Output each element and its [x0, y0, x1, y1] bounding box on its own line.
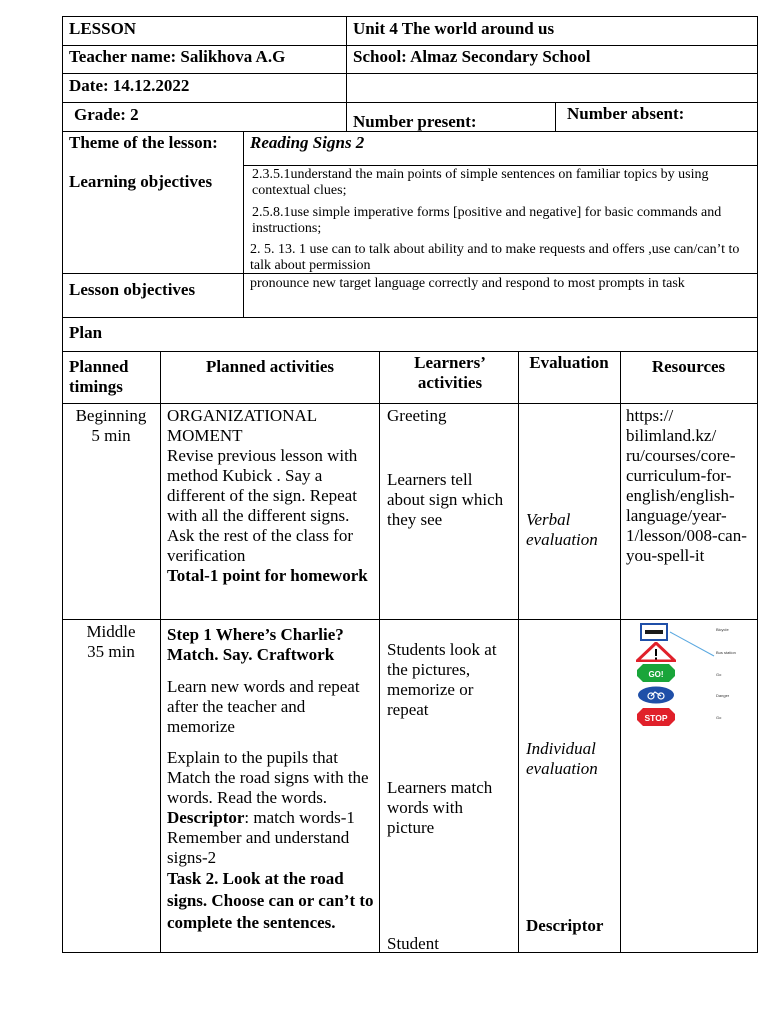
learners-look: Students look at the pictures, memorize or repeat	[387, 640, 497, 719]
stop-sign-text: STOP	[644, 713, 668, 723]
lesson-objectives-label: Lesson objectives	[69, 280, 196, 299]
word-2: Bus station	[716, 650, 736, 655]
col-planned-timings: Planned timings	[69, 357, 129, 396]
bicycle-sign-icon	[640, 623, 668, 641]
lesson-date: Date: 14.12.2022	[69, 76, 190, 95]
step1-title: Step 1 Where’s Charlie? Match. Say. Craftwork	[167, 625, 344, 664]
match-line	[668, 630, 718, 660]
stop-sign-icon	[637, 708, 675, 726]
word-4: Danger	[716, 693, 730, 698]
evaluation-descriptor: Descriptor	[526, 916, 604, 935]
learning-objective-1: 2.3.5.1understand the main points of simple sentences on familiar topics by using contextual clues;	[252, 167, 709, 198]
number-absent: Number absent:	[567, 104, 685, 123]
grade: Grade: 2	[74, 105, 139, 124]
learning-objectives-label: Learning objectives	[69, 172, 213, 191]
bike-lane-sign-icon	[637, 686, 675, 704]
learning-objective-2: 2.5.8.1use simple imperative forms [positive and negative] for basic commands and instructions;	[252, 205, 722, 236]
word-1: Bicycle	[716, 627, 729, 632]
timing-beginning: Beginning 5 min	[75, 406, 147, 445]
learners-greeting: Greeting	[387, 406, 447, 425]
go-sign-icon	[637, 664, 675, 682]
resources-link[interactable]: https:// bilimland.kz/ ru/courses/core-curriculum-for-english/english-language/year-1/lesson/008-can-you-spell-it	[626, 406, 747, 565]
col-evaluation: Evaluation	[529, 353, 609, 372]
theme-value: Reading Signs 2	[250, 133, 365, 152]
activity-title: ORGANIZATIONAL MOMENT	[167, 406, 317, 445]
col-planned-activities: Planned activities	[206, 357, 334, 376]
plan-label: Plan	[69, 323, 103, 342]
col-resources: Resources	[651, 357, 726, 376]
activity-total: Total-1 point for homework	[167, 566, 368, 585]
go-sign-text: GO!	[648, 670, 664, 679]
task2: Task 2. Look at the road signs. Choose can or can’t to complete the sentences.	[167, 869, 374, 932]
step1-explain: Explain to the pupils that Match the road signs with the words. Read the words.	[167, 748, 369, 807]
theme-label: Theme of the lesson:	[69, 133, 218, 152]
step1-descriptor: Descriptor: match words-1 Remember and understand signs-2	[167, 808, 355, 867]
number-present: Number present:	[353, 112, 477, 131]
timing-middle: Middle 35 min	[86, 622, 136, 661]
unit-title: Unit 4 The world around us	[353, 19, 555, 38]
road-signs-image	[630, 620, 758, 730]
learners-tell: Learners tell about sign which they see	[387, 470, 504, 529]
word-3: Go	[716, 672, 722, 677]
learners-match: Learners match words with picture	[387, 778, 493, 837]
activities-step1	[167, 625, 377, 934]
col-learners-activities: Learners’ activities	[414, 353, 486, 392]
lesson-objectives-value: pronounce new target language correctly and respond to most prompts in task	[250, 276, 685, 291]
step1-learn: Learn new words and repeat after the teacher and memorize	[167, 677, 360, 736]
word-5: Go	[716, 715, 722, 720]
lesson-label: LESSON	[69, 19, 137, 38]
activities-organizational	[167, 406, 375, 586]
teacher-name: Teacher name: Salikhova A.G	[69, 47, 286, 66]
activity-text: Revise previous lesson with method Kubick . Say a different of the sign. Repeat with all the different signs. Ask the rest of the class for verification	[167, 446, 358, 565]
learning-objective-3: 2. 5. 13. 1 use can to talk about ability and to make requests and offers ,use can/can’t to talk about permission	[250, 242, 740, 273]
evaluation-verbal: Verbal evaluation	[526, 510, 598, 549]
evaluation-individual: Individual evaluation	[526, 739, 598, 778]
school-name: School: Almaz Secondary School	[353, 47, 591, 66]
learners-student: Student	[387, 934, 439, 953]
